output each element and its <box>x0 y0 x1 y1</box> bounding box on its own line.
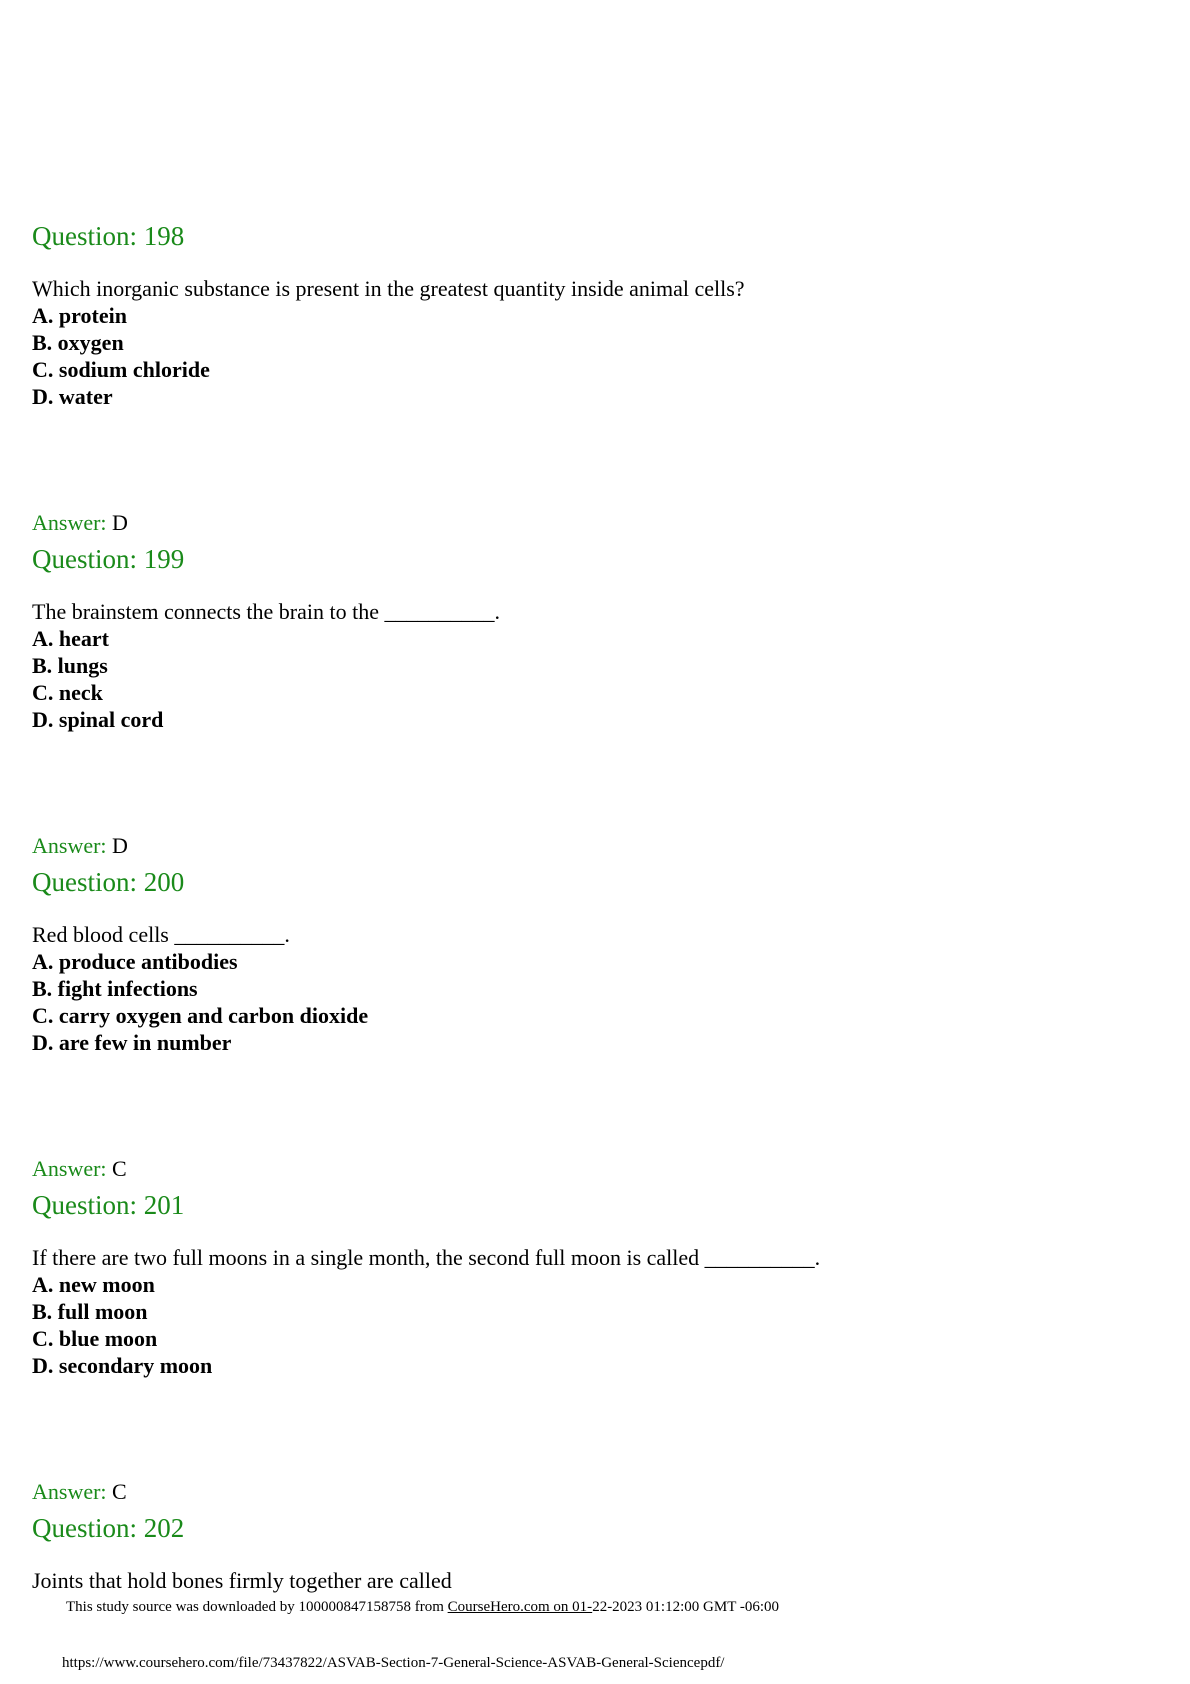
answer-label: Answer: <box>32 833 107 858</box>
coursehero-link[interactable]: CourseHero.com on 01- <box>447 1599 593 1615</box>
question-heading: Question: 201 <box>32 1190 185 1220</box>
answer-200 <box>32 1155 127 1182</box>
question-201 <box>32 1189 1152 1379</box>
answer-value: D <box>112 510 128 535</box>
option-a: A. protein <box>32 303 127 328</box>
question-199 <box>32 543 1152 733</box>
answer-value: C <box>112 1479 127 1504</box>
question-text: Joints that hold bones firmly together are called <box>32 1568 452 1593</box>
option-b: B. full moon <box>32 1299 148 1324</box>
option-b: B. oxygen <box>32 330 124 355</box>
question-text: The brainstem connects the brain to the __________. <box>32 599 500 624</box>
answer-value: C <box>112 1156 127 1181</box>
question-text: Red blood cells __________. <box>32 922 290 947</box>
option-c: C. sodium chloride <box>32 357 210 382</box>
answer-label: Answer: <box>32 1479 107 1504</box>
answer-199 <box>32 832 128 859</box>
question-198 <box>32 220 1152 410</box>
answer-label: Answer: <box>32 1156 107 1181</box>
option-c: C. blue moon <box>32 1326 158 1351</box>
question-text: Which inorganic substance is present in the greatest quantity inside animal cells? <box>32 276 745 301</box>
option-c: C. carry oxygen and carbon dioxide <box>32 1003 369 1028</box>
option-d: D. are few in number <box>32 1030 232 1055</box>
answer-label: Answer: <box>32 510 107 535</box>
question-202 <box>32 1512 1152 1594</box>
download-notice <box>66 1598 779 1616</box>
download-notice-suffix: 22-2023 01:12:00 GMT -06:00 <box>592 1599 779 1615</box>
option-b: B. fight infections <box>32 976 198 1001</box>
option-d: D. water <box>32 384 113 409</box>
option-a: A. heart <box>32 626 109 651</box>
source-url[interactable]: https://www.coursehero.com/file/73437822/ASVAB-Section-7-General-Science-ASVAB-General-Sciencepdf/ <box>62 1655 725 1671</box>
answer-201 <box>32 1478 127 1505</box>
question-text: If there are two full moons in a single month, the second full moon is called __________. <box>32 1245 821 1270</box>
answer-value: D <box>112 833 128 858</box>
question-heading: Question: 199 <box>32 544 185 574</box>
answer-198 <box>32 509 128 536</box>
option-a: A. new moon <box>32 1272 155 1297</box>
question-heading: Question: 200 <box>32 867 185 897</box>
question-heading: Question: 202 <box>32 1513 185 1543</box>
option-d: D. secondary moon <box>32 1353 213 1378</box>
question-200 <box>32 866 1152 1056</box>
option-a: A. produce antibodies <box>32 949 238 974</box>
option-d: D. spinal cord <box>32 707 164 732</box>
question-heading: Question: 198 <box>32 221 185 251</box>
download-notice-prefix: This study source was downloaded by 100000847158758 from <box>66 1599 448 1615</box>
option-b: B. lungs <box>32 653 108 678</box>
option-c: C. neck <box>32 680 103 705</box>
